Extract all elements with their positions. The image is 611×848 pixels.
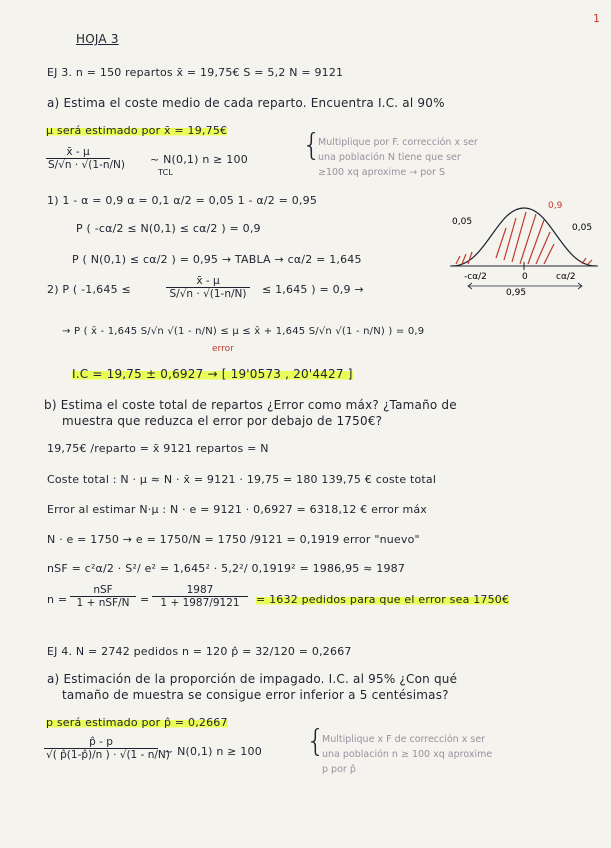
side-note-line: Multiplique x F de corrección x ser	[322, 734, 486, 745]
ex33-b-fraction-1	[70, 584, 136, 609]
ex34-a-question-1: a) Estimación de la proporción de impagado. I.C. al 95% ¿Con qué	[47, 672, 458, 686]
ex33-b-line2: Coste total : N · μ ≈ N · x̄ = 9121 · 19,75 = 180 139,75 € coste total	[47, 473, 437, 486]
ex33-pivot-fraction	[46, 146, 125, 171]
ex33-step2-fraction	[166, 275, 250, 300]
ex33-b-line5: nSF = c²α/2 · S²/ e² = 1,645² · 5,2²/ 0,1919² = 1986,95 ≈ 1987	[47, 562, 406, 575]
ex33-b-fraction-2	[152, 584, 248, 609]
ex33-step2-frac-num: x̄ - μ	[196, 275, 220, 287]
equals-sign: =	[140, 593, 150, 606]
ex33-ic: I.C = 19,75 ± 0,6927 → [ 19'0573 , 20'4427 ]	[72, 367, 353, 381]
ex33-tcl: TCL	[158, 168, 174, 177]
ex33-a-question: a) Estima el coste medio de cada reparto. Encuentra I.C. al 90%	[47, 96, 445, 110]
bell-span: 0,95	[506, 288, 527, 298]
side-note-line: una población N tiene que ser	[318, 152, 461, 163]
error-tag: error	[212, 344, 234, 354]
side-note-line: p por p̂	[322, 764, 356, 775]
ex33-b-question-2: muestra que reduzca el error por debajo de 1750€?	[62, 414, 383, 428]
ex33-b-line6-pre: n =	[47, 593, 68, 606]
ex33-pivot-num: x̄ - μ	[66, 146, 90, 158]
ex33-step1c: P ( N(0,1) ≤ cα/2 ) = 0,95 → TABLA → cα/2 = 1,645	[72, 253, 362, 266]
ex34-pivot-dist: ~ N(0,1) n ≥ 100	[164, 745, 262, 758]
bell-right-tail: 0,05	[572, 223, 593, 233]
ex34-pivot-den: √( p̂(1-p̂)/n ) · √(1 - n/N)	[46, 749, 170, 761]
ex33-step2b: → P ( x̄ - 1,645 S/√n √(1 - n/N) ≤ μ ≤ x̄ + 1,645 S/√n √(1 - n/N) ) = 0,9	[62, 326, 425, 337]
ex34-pivot-num: p̂ - p	[89, 736, 113, 748]
ex34-side-note	[322, 732, 492, 777]
bell-center-area: 0,9	[548, 201, 563, 211]
bell-pos-critical: cα/2	[556, 272, 576, 282]
ex33-step2-post: ≤ 1,645 ) = 0,9 →	[262, 283, 364, 296]
bell-zero: 0	[522, 272, 528, 282]
ex33-step2-frac-den: S/√n · √(1-n/N)	[166, 287, 250, 300]
ex34-estimator: p será estimado por p̂ = 0,2667	[46, 716, 228, 729]
ex33-b-frac2-num: 1987	[186, 584, 214, 596]
ex34-statement: EJ 4. N = 2742 pedidos n = 120 p̂ = 32/120 = 0,2667	[47, 645, 352, 658]
ex33-estimator: μ será estimado por x̄ = 19,75€	[46, 124, 228, 137]
ex33-b-line6-post: = 1632 pedidos para que el error sea 1750€	[256, 593, 510, 606]
ex33-step1: 1) 1 - α = 0,9 α = 0,1 α/2 = 0,05 1 - α/2 = 0,95	[47, 194, 318, 207]
ex33-step1b: P ( -cα/2 ≤ N(0,1) ≤ cα/2 ) = 0,9	[76, 222, 261, 235]
ex33-statement: EJ 3. n = 150 repartos x̄ = 19,75€ S = 5,2 N = 9121	[47, 66, 344, 79]
page-number: 1	[593, 12, 600, 25]
ex33-b-frac2-den: 1 + 1987/9121	[152, 596, 248, 609]
side-note-line: una población n ≥ 100 xq aproxime	[322, 749, 493, 760]
bell-neg-critical: -cα/2	[464, 272, 487, 282]
ex34-pivot-fraction	[44, 736, 170, 761]
ex33-side-note	[318, 135, 478, 180]
page-title: HOJA 3	[76, 32, 119, 46]
ex33-b-frac1-num: nSF	[93, 584, 113, 596]
ex33-b-line4: N · e = 1750 → e = 1750/N = 1750 /9121 = 0,1919 error "nuevo"	[47, 533, 420, 546]
ex33-step2-pre: 2) P ( -1,645 ≤	[47, 283, 131, 296]
ex33-b-question-1: b) Estima el coste total de repartos ¿Error como máx? ¿Tamaño de	[44, 398, 457, 412]
ex33-pivot-den: S/√n · √(1-n/N)	[48, 159, 125, 171]
bell-left-tail: 0,05	[452, 217, 473, 227]
side-note-line: ≥100 xq aproxime → por S	[318, 167, 446, 178]
brace-icon: {	[306, 724, 326, 759]
ex34-a-question-2: tamaño de muestra se consigue error inferior a 5 centésimas?	[62, 688, 449, 702]
ex33-b-line1: 19,75€ /reparto = x̄ 9121 repartos = N	[47, 442, 269, 455]
side-note-line: Multiplique por F. corrección x ser	[318, 137, 478, 148]
ex33-b-line3: Error al estimar N·μ : N · e = 9121 · 0,6927 = 6318,12 € error máx	[47, 503, 428, 516]
ex33-b-frac1-den: 1 + nSF/N	[70, 596, 136, 609]
ex33-pivot-dist: ~ N(0,1) n ≥ 100	[150, 153, 248, 166]
brace-icon: {	[302, 128, 322, 163]
